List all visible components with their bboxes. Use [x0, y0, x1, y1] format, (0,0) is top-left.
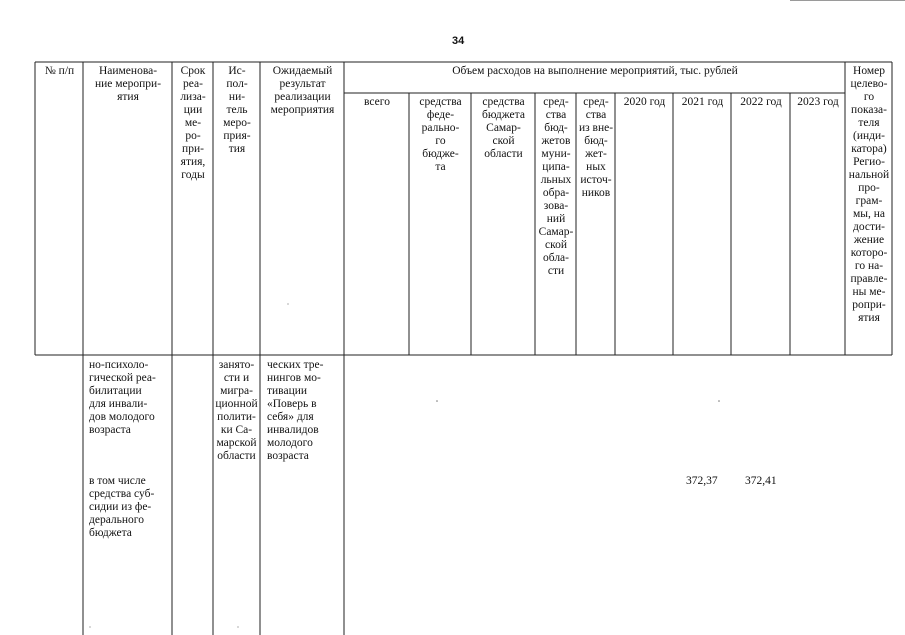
- subheader-year-2020: 2020 год: [623, 96, 666, 108]
- page-number: 34: [452, 35, 465, 47]
- subheader-municipal-budgets: сред- ства бюд- жетов муни- ципа- льных обра- зова- ний Самар- ской обла- сти: [538, 96, 574, 277]
- row1-event-name: но-психоло- гической реа- билитации для инвали- дов молодого возраста: [89, 359, 156, 436]
- subheader-total: всего: [364, 96, 390, 108]
- subheader-federal-budget: средства феде- рально- го бюдже- та: [419, 96, 462, 173]
- header-implementation-term: Срок реа- лиза- ции ме- ро- при- ятия, годы: [180, 65, 206, 181]
- header-indicator-number: Номер целево- го показа- теля (инди- катора) Регио- нальной про- грам- мы, на дости- жение которо- го на- правле- ны ме- ропри- ятия: [848, 65, 890, 324]
- header-executor: Ис- пол- ни- тель меро- прия- тия: [223, 65, 251, 155]
- row1-executor: занято- сти и мигра- ционной полити- ки Са- марской области: [215, 359, 258, 462]
- row2-event-name: в том числе средства суб- сидии из фе- дерального бюджета: [89, 475, 155, 539]
- header-expected-result: Ожидаемый результат реализации мероприятия: [270, 65, 335, 116]
- header-event-name: Наименова- ние меропри- ятия: [94, 65, 162, 103]
- header-expenses-volume: Объем расходов на выполнение мероприятий, тыс. рублей: [452, 65, 738, 77]
- row2-value-2022: 372,41: [745, 475, 777, 487]
- top-edge-line: [790, 0, 905, 1]
- subheader-year-2021: 2021 год: [681, 96, 724, 108]
- subheader-regional-budget: средства бюджета Самар- ской области: [482, 96, 525, 160]
- subheader-year-2022: 2022 год: [740, 96, 782, 108]
- subheader-off-budget-sources: сред- ства из вне- бюд- жет- ных источ- ников: [578, 96, 614, 199]
- header-number: № п/п: [44, 65, 75, 77]
- row1-expected-result: ческих тре- нингов мо- тивации «Поверь в себя» для инвалидов молодого возраста: [267, 359, 324, 462]
- row2-value-2021: 372,37: [686, 475, 718, 487]
- subheader-year-2023: 2023 год: [797, 96, 839, 108]
